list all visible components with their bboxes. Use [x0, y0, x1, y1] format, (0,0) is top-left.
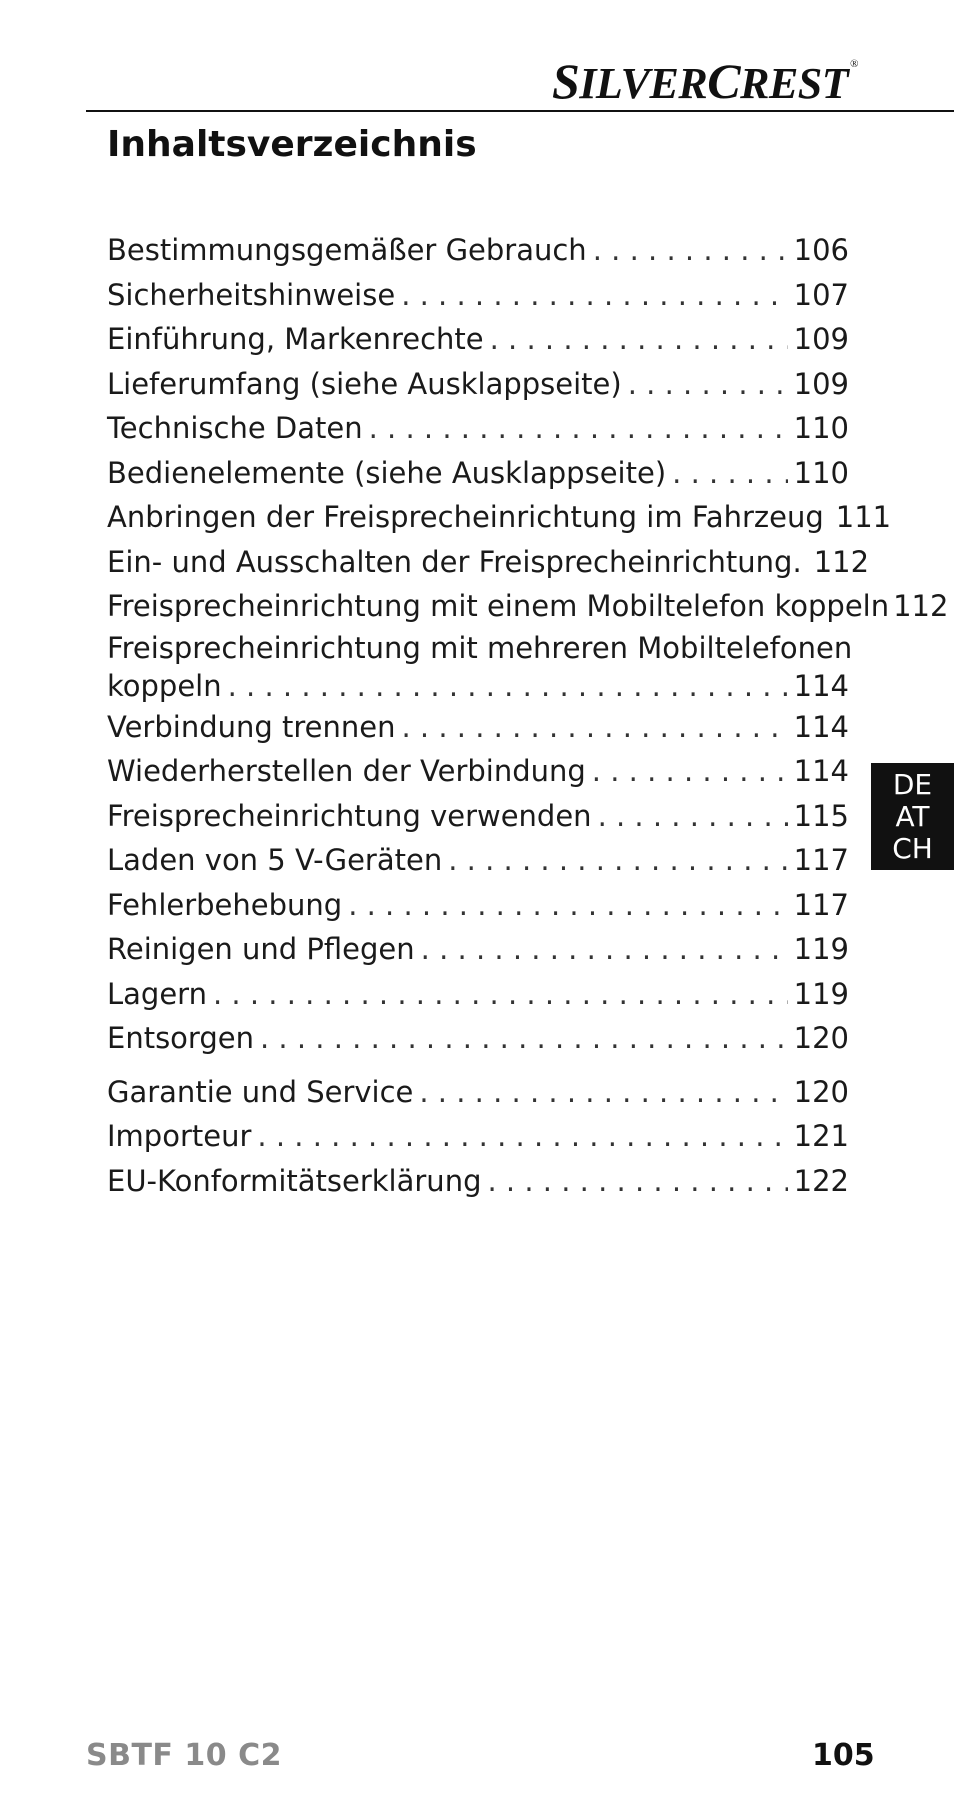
toc-entry [107, 749, 849, 794]
table-of-contents [107, 228, 949, 1203]
toc-entry-label: Laden von 5 V-Geräten [107, 843, 443, 877]
toc-entry-label: Lieferumfang (siehe Ausklappseite) [107, 366, 622, 401]
toc-dot-leader [419, 1070, 787, 1115]
toc-entry-label: Technische Daten [107, 411, 363, 445]
toc-entry [107, 883, 849, 928]
toc-entry-page: 117 [793, 843, 849, 877]
language-code-ch: CH [892, 831, 933, 865]
toc-entry-label: Verbindung trennen [107, 709, 396, 744]
toc-dot-leader [490, 317, 788, 362]
toc-entry [107, 1159, 849, 1204]
toc-dot-leader [593, 228, 788, 273]
toc-entry [107, 451, 849, 496]
toc-entry-page: 111 [835, 500, 892, 534]
brand-logo: SILVERCREST ® [552, 53, 858, 109]
toc-entry [107, 584, 949, 629]
toc-entry-page: 122 [793, 1163, 849, 1198]
toc-entry-page: 120 [793, 1021, 849, 1055]
toc-dot-leader [672, 451, 788, 496]
toc-entry [107, 629, 853, 705]
header-rule [86, 110, 954, 112]
toc-dot-leader [213, 972, 788, 1017]
toc-entry-page: 114 [793, 754, 849, 788]
toc-dot-leader [401, 273, 787, 318]
toc-entry-label: Wiederherstellen der Verbindung [107, 754, 586, 788]
language-tab [871, 763, 954, 870]
toc-dot-leader [628, 362, 788, 407]
toc-dot-leader [401, 705, 787, 750]
toc-entry-page: 112 [893, 589, 949, 623]
toc-entry [107, 1114, 849, 1159]
toc-entry-label-line2: koppeln [107, 668, 222, 703]
toc-entry [107, 972, 849, 1017]
toc-entry-page: 114 [793, 668, 849, 703]
toc-entry-page: 114 [793, 709, 849, 744]
toc-entry-page: 109 [793, 366, 849, 401]
toc-entry [107, 927, 849, 972]
toc-entry-label: Bestimmungsgemäßer Gebrauch [107, 233, 587, 267]
toc-dot-leader [448, 838, 787, 883]
toc-entry-page: 115 [793, 798, 849, 833]
footer-model-number: SBTF 10 C2 [86, 1738, 282, 1773]
page-title: Inhaltsverzeichnis [107, 124, 477, 165]
toc-dot-leader [348, 883, 787, 928]
toc-entry [107, 228, 849, 273]
toc-entry [107, 838, 849, 883]
toc-entry [107, 406, 849, 451]
toc-entry [107, 362, 849, 407]
toc-entry-label: Bedienelemente (siehe Ausklappseite) [107, 455, 667, 490]
toc-entry-page: 120 [793, 1074, 849, 1109]
toc-entry [107, 540, 870, 585]
toc-entry-label-line1: Freisprecheinrichtung mit mehreren Mobiltelefonen [107, 630, 853, 665]
toc-dot-leader [592, 749, 788, 794]
toc-entry-page: 110 [793, 411, 849, 445]
toc-entry-label: Einführung, Markenrechte [107, 322, 484, 356]
toc-entry [107, 1070, 849, 1115]
toc-entry-label: Freisprecheinrichtung mit einem Mobiltelefon koppeln [107, 589, 890, 623]
toc-entry-label: Importeur [107, 1119, 252, 1153]
toc-entry-label: Freisprecheinrichtung verwenden [107, 798, 592, 833]
toc-entry [107, 495, 892, 540]
toc-entry-page: 119 [793, 976, 849, 1011]
toc-entry-label: Garantie und Service [107, 1074, 414, 1109]
toc-entry-label: Ein- und Ausschalten der Freisprecheinrichtung. [107, 544, 802, 579]
footer-page-number: 105 [812, 1738, 875, 1773]
toc-entry-page: 112 [813, 544, 870, 579]
toc-entry-label: Lagern [107, 976, 207, 1011]
toc-entry-page: 117 [793, 887, 849, 922]
language-code-de: DE [892, 767, 933, 801]
toc-entry [107, 1016, 849, 1061]
toc-entry [107, 317, 849, 362]
toc-dot-leader [487, 1159, 787, 1204]
toc-entry-page: 106 [793, 233, 849, 267]
toc-dot-leader [257, 1114, 787, 1159]
toc-dot-leader [421, 927, 788, 972]
toc-entry-label: EU-Konformitätserklärung [107, 1163, 482, 1198]
toc-entry-page: 110 [793, 455, 849, 490]
toc-entry-page: 109 [793, 322, 849, 356]
toc-dot-leader [260, 1016, 788, 1061]
toc-entry [107, 273, 849, 318]
language-code-at: AT [895, 799, 930, 833]
toc-dot-leader [228, 667, 788, 705]
toc-entry [107, 705, 849, 750]
toc-entry-label: Sicherheitshinweise [107, 277, 396, 312]
registered-mark: ® [850, 58, 858, 70]
toc-dot-leader [598, 794, 788, 839]
toc-entry [107, 794, 849, 839]
toc-entry-label: Reinigen und Pflegen [107, 932, 415, 966]
toc-entry-label: Anbringen der Freisprecheinrichtung im Fahrzeug [107, 500, 824, 534]
toc-entry-page: 107 [793, 277, 849, 312]
toc-entry-label: Fehlerbehebung [107, 887, 343, 922]
toc-entry-page: 119 [793, 932, 849, 966]
toc-dot-leader [369, 406, 788, 451]
toc-entry-page: 121 [793, 1119, 849, 1153]
toc-entry-label: Entsorgen [107, 1021, 254, 1055]
